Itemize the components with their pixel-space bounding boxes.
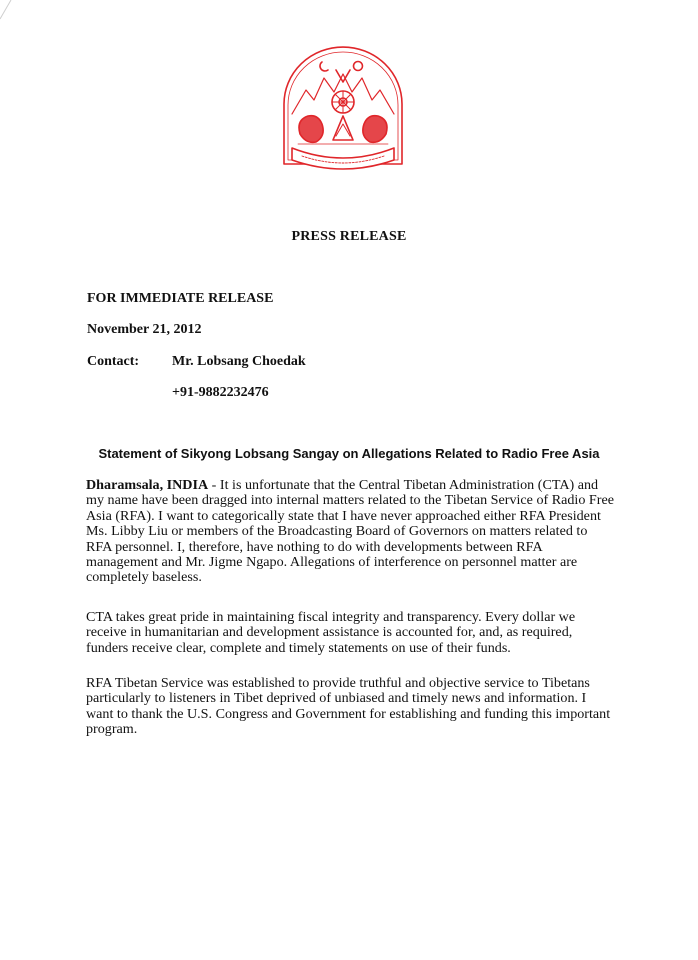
statement-paragraph-2: CTA takes great pride in maintaining fiscal integrity and transparency. Every dollar we receive in humanitarian and development assistance is accounted for, and, as required, funders receive clear, complete and timely statements on use of their funds. <box>86 609 576 656</box>
statement-paragraph-1 <box>86 478 616 586</box>
document-title: PRESS RELEASE <box>291 229 407 244</box>
contact-phone: +91-9882232476 <box>172 385 269 400</box>
contact-label: Contact: <box>87 354 140 369</box>
contact-name: Mr. Lobsang Choedak <box>172 354 306 369</box>
statement-paragraph-3: RFA Tibetan Service was established to provide truthful and objective service to Tibetans particularly to listeners in Tibet deprived of unbiased and timely news and information. I want to thank the U.S. Congress and Government for establishing and funding this important program. <box>86 675 611 738</box>
release-date: November 21, 2012 <box>87 322 202 337</box>
dateline: Dharamsala, INDIA <box>86 477 209 493</box>
statement-headline: Statement of Sikyong Lobsang Sangay on Allegations Related to Radio Free Asia <box>98 446 600 461</box>
release-type: FOR IMMEDIATE RELEASE <box>87 291 274 306</box>
paragraph-1-text: - It is unfortunate that the Central Tibetan Administration (CTA) and my name have been dragged into internal matters related to the Tibetan Service of Radio Free Asia (RFA). I want to categorically state that I have never approached either RFA President Ms. Libby Liu or members of the Broadcasting Board of Governors on matters related to RFA personnel. I, therefore, have nothing to do with developments between RFA management and Mr. Jigme Ngapo. Allegations of interference on personnel matter are completely baseless. <box>86 477 614 586</box>
tibetan-emblem-seal-icon <box>278 44 408 170</box>
scan-corner-mark <box>0 0 20 20</box>
